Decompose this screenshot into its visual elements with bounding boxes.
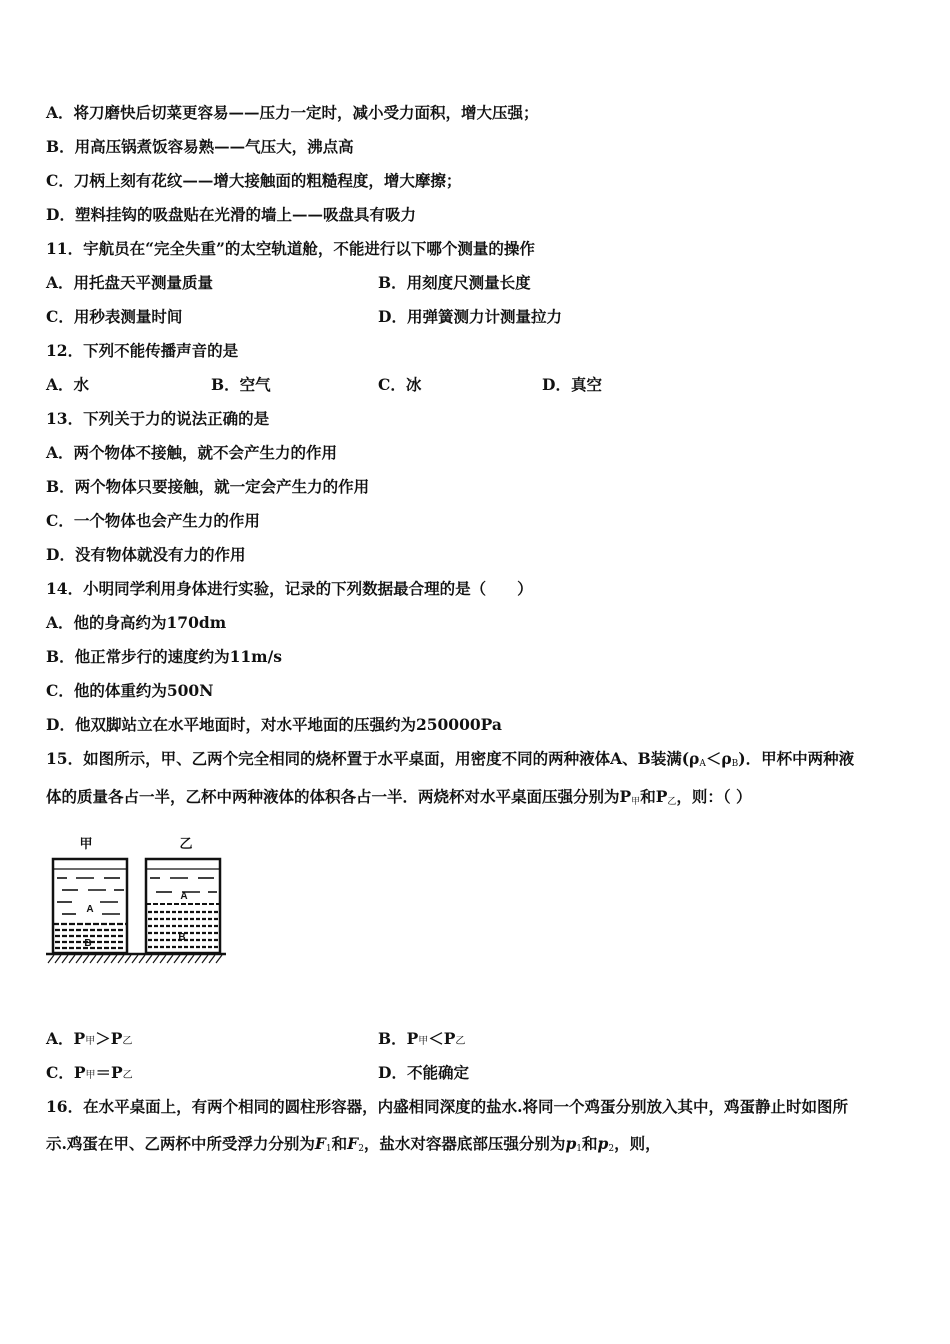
q14-stem: 14．小明同学利用身体进行实验，记录的下列数据最合理的是（ ）: [46, 579, 533, 598]
q13-option-a: A．两个物体不接触，就不会产生力的作用: [46, 443, 338, 462]
q11-option-d: D．用弹簧测力计测量拉力: [378, 307, 562, 326]
q15-stem-line1: 15．如图所示，甲、乙两个完全相同的烧杯置于水平桌面，用密度不同的两种液体A、B装满$(\rho_A<\rho_B)$．甲杯中两种液: [46, 749, 855, 769]
q10-option-a: A．将刀磨快后切菜更容易——压力一定时，减小受力面积，增大压强；: [46, 103, 539, 122]
beaker-label-jia: 甲: [79, 836, 93, 851]
beaker-label-yi: 乙: [179, 836, 193, 851]
q16-stem-line2: 示.鸡蛋在甲、乙两杯中所受浮力分别为$F_1$和$F_2$，盐水对容器底部压强分别为$p_1$和$p_2$，则，: [46, 1134, 661, 1154]
q11-option-a: A．用托盘天平测量质量: [46, 273, 214, 292]
q12-option-c: C．冰: [378, 375, 422, 394]
q13-option-b: B．两个物体只要接触，就一定会产生力的作用: [46, 477, 370, 496]
q14-option-d: D．他双脚站立在水平地面时，对水平地面的压强约为250000Pa: [46, 715, 502, 734]
q10-option-c: C．刀柄上刻有花纹——增大接触面的粗糙程度，增大摩擦；: [46, 171, 462, 190]
q11-option-c: C．用秒表测量时间: [46, 307, 183, 326]
q15-option-d: D．不能确定: [378, 1063, 469, 1082]
liquid-b-label-jia: B: [84, 938, 92, 949]
q10-option-b: B．用高压锅煮饭容易熟——气压大，沸点高: [46, 137, 354, 156]
table-surface: [46, 954, 226, 963]
q11-option-b: B．用刻度尺测量长度: [378, 273, 531, 292]
q13-stem: 13．下列关于力的说法正确的是: [46, 409, 270, 428]
q15-stem-line2: 体的质量各占一半，乙杯中两种液体的体积各占一半．两烧杯对水平桌面压强分别为$P_甲$和$P_乙$，则：（ ）: [46, 787, 752, 807]
liquid-a-label-jia: A: [86, 904, 94, 915]
beakers-figure: [44, 832, 228, 970]
q12-stem: 12．下列不能传播声音的是: [46, 341, 239, 360]
q12-option-a: A．水: [46, 375, 90, 394]
q15-option-c: C．P甲＝P乙: [46, 1063, 133, 1082]
q12-option-b: B．空气: [211, 375, 271, 394]
q14-option-a: A．他的身高约为170dm: [46, 613, 227, 632]
q14-option-b: B．他正常步行的速度约为11m/s: [46, 647, 282, 666]
q15-option-b: B．P甲＜P乙: [378, 1029, 466, 1048]
q15-option-a: A．P甲＞P乙: [46, 1029, 133, 1048]
q13-option-c: C．一个物体也会产生力的作用: [46, 511, 260, 530]
q16-stem-line1: 16．在水平桌面上，有两个相同的圆柱形容器，内盛相同深度的盐水.将同一个鸡蛋分别放入其中，鸡蛋静止时如图所: [46, 1097, 848, 1116]
q11-stem: 11．宇航员在“完全失重”的太空轨道舱，不能进行以下哪个测量的操作: [46, 239, 535, 258]
liquid-a-label-yi: A: [180, 891, 188, 902]
q13-option-d: D．没有物体就没有力的作用: [46, 545, 246, 564]
q12-option-d: D．真空: [542, 375, 602, 394]
liquid-b-label-yi: B: [178, 932, 186, 943]
q10-option-d: D．塑料挂钩的吸盘贴在光滑的墙上——吸盘具有吸力: [46, 205, 416, 224]
q14-option-c: C．他的体重约为500N: [46, 681, 214, 700]
